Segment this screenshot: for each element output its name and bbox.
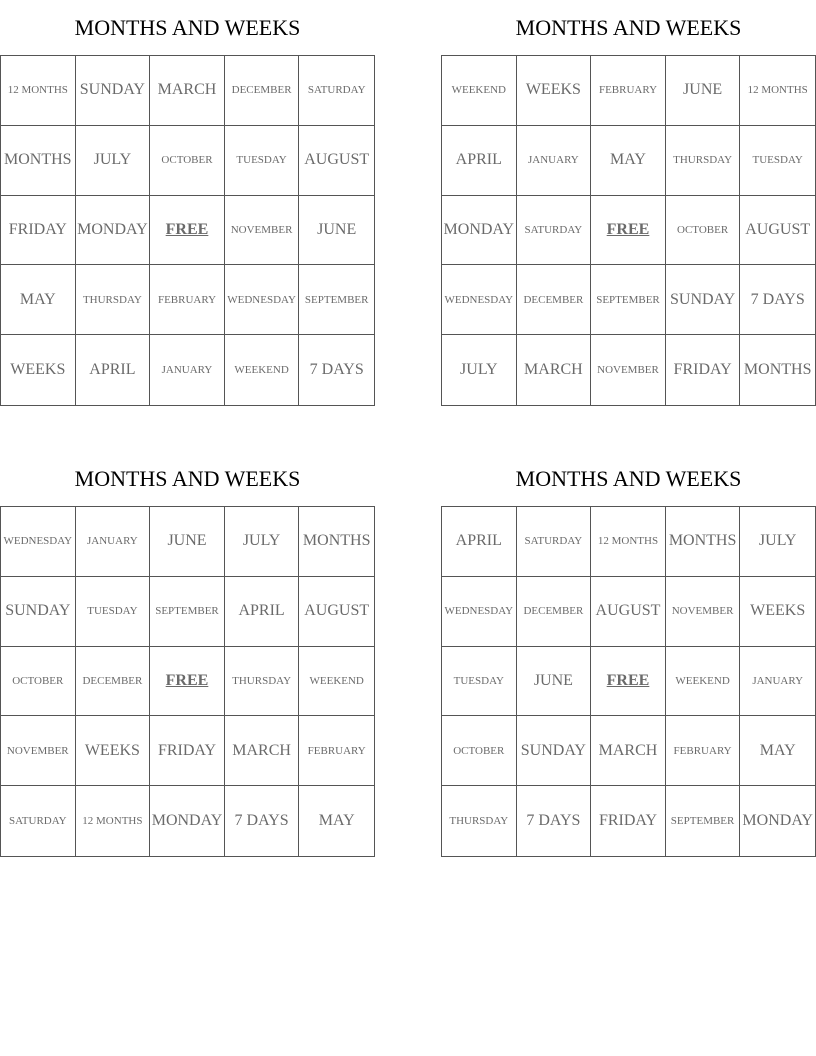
bingo-cell: FRIDAY	[666, 335, 741, 405]
bingo-cell: THURSDAY	[225, 647, 300, 717]
card-title: MONTHS AND WEEKS	[74, 466, 301, 491]
bingo-cell: MARCH	[225, 716, 300, 786]
bingo-cell: JULY	[442, 335, 517, 405]
bingo-cell: 7 DAYS	[309, 361, 364, 379]
bingo-cell: MARCH	[517, 335, 592, 405]
bingo-cell: 12 MONTHS	[591, 507, 666, 577]
bingo-cell: DECEMBER	[225, 56, 300, 126]
bingo-cell: TUESDAY	[442, 647, 517, 717]
bingo-cell: DECEMBER	[517, 577, 592, 647]
bingo-cell: 12 MONTHS	[740, 56, 815, 126]
bingo-cell: MONTHS	[743, 361, 812, 379]
bingo-cell: FEBRUARY	[591, 56, 666, 126]
bingo-cell: SATURDAY	[517, 196, 592, 266]
bingo-cell: FEBRUARY	[150, 265, 225, 335]
bingo-cell: JANUARY	[740, 647, 815, 717]
bingo-cell: THURSDAY	[76, 265, 151, 335]
bingo-cell: JUNE	[299, 196, 374, 266]
bingo-cell: 12 MONTHS	[1, 56, 76, 126]
bingo-cell: MAY	[318, 812, 355, 830]
bingo-cell: APRIL	[76, 335, 151, 405]
bingo-cell: JULY	[740, 507, 815, 577]
bingo-cell: THURSDAY	[442, 786, 517, 856]
bingo-cell: JULY	[76, 126, 151, 196]
bingo-cell: SEPTEMBER	[666, 786, 741, 856]
bingo-cell: FRIDAY	[591, 786, 666, 856]
bingo-cell: AUGUST	[591, 577, 666, 647]
bingo-cell: OCTOBER	[150, 126, 225, 196]
free-space-cell: FREE	[591, 196, 666, 266]
bingo-grid	[0, 55, 375, 406]
bingo-grid	[0, 506, 375, 857]
bingo-cell: SUNDAY	[1, 577, 76, 647]
bingo-cell: APRIL	[442, 126, 517, 196]
bingo-cell: JANUARY	[150, 335, 225, 405]
bingo-cell: NOVEMBER	[591, 335, 666, 405]
bingo-cell: WEEKEND	[299, 647, 374, 717]
bingo-cell: MONTHS	[1, 126, 76, 196]
bingo-cell: WEDNESDAY	[442, 265, 517, 335]
bingo-cell: JANUARY	[76, 507, 151, 577]
bingo-cell: SUNDAY	[76, 56, 151, 126]
bingo-cell: MAY	[1, 265, 76, 335]
bingo-cell: JULY	[225, 507, 300, 577]
bingo-cell: OCTOBER	[1, 647, 76, 717]
bingo-cell: JUNE	[150, 507, 225, 577]
bingo-cell: SEPTEMBER	[591, 265, 666, 335]
bingo-grid	[441, 506, 816, 857]
bingo-cell: 7 DAYS	[517, 786, 592, 856]
bingo-cell: AUGUST	[740, 196, 815, 266]
bingo-grid	[441, 55, 816, 406]
bingo-cell: APRIL	[225, 577, 300, 647]
bingo-cell: FEBRUARY	[666, 716, 741, 786]
bingo-cell: MAY	[740, 716, 815, 786]
bingo-cell: THURSDAY	[666, 126, 741, 196]
free-space-cell: FREE	[150, 647, 225, 717]
bingo-cell: MARCH	[591, 716, 666, 786]
bingo-cell: MONTHS	[299, 507, 374, 577]
bingo-cell: NOVEMBER	[225, 196, 300, 266]
bingo-cell: DECEMBER	[517, 265, 592, 335]
bingo-cell: SUNDAY	[666, 265, 741, 335]
bingo-cell: MONDAY	[442, 196, 517, 266]
bingo-cell: JUNE	[666, 56, 741, 126]
bingo-cell: FEBRUARY	[299, 716, 374, 786]
card-title: MONTHS AND WEEKS	[515, 15, 742, 40]
bingo-cell: SEPTEMBER	[299, 265, 374, 335]
bingo-cell: WEDNESDAY	[1, 507, 76, 577]
card-title: MONTHS AND WEEKS	[515, 466, 742, 491]
bingo-cell: 12 MONTHS	[76, 786, 151, 856]
bingo-cell: APRIL	[442, 507, 517, 577]
bingo-cell: FRIDAY	[150, 716, 225, 786]
bingo-cell: OCTOBER	[442, 716, 517, 786]
bingo-cell: SUNDAY	[517, 716, 592, 786]
bingo-cell: DECEMBER	[76, 647, 151, 717]
bingo-cell: AUGUST	[299, 577, 374, 647]
bingo-cell: NOVEMBER	[1, 716, 76, 786]
bingo-cell: SATURDAY	[299, 56, 374, 126]
bingo-cell: MONTHS	[666, 507, 741, 577]
card-title: MONTHS AND WEEKS	[74, 15, 301, 40]
bingo-cell: AUGUST	[299, 126, 374, 196]
bingo-cell: MONDAY	[76, 196, 151, 266]
bingo-cell: WEEKEND	[666, 647, 741, 717]
bingo-cell: 7 DAYS	[740, 265, 815, 335]
bingo-cell: NOVEMBER	[666, 577, 741, 647]
free-space-cell: FREE	[150, 196, 225, 266]
bingo-cell: SEPTEMBER	[150, 577, 225, 647]
bingo-cell: WEDNESDAY	[225, 265, 300, 335]
bingo-cell: WEEKS	[1, 335, 76, 405]
bingo-cell: MONDAY	[150, 786, 225, 856]
bingo-cell: WEEKEND	[442, 56, 517, 126]
bingo-cell: MAY	[591, 126, 666, 196]
free-space-cell: FREE	[591, 647, 666, 717]
bingo-cell: WEEKEND	[225, 335, 300, 405]
bingo-cell: 7 DAYS	[225, 786, 300, 856]
bingo-cell: MONDAY	[742, 812, 813, 830]
bingo-cell: SATURDAY	[517, 507, 592, 577]
bingo-cell: OCTOBER	[666, 196, 741, 266]
bingo-cell: FRIDAY	[1, 196, 76, 266]
bingo-cell: JUNE	[517, 647, 592, 717]
bingo-cell: TUESDAY	[740, 126, 815, 196]
bingo-cell: TUESDAY	[225, 126, 300, 196]
bingo-cell: JANUARY	[517, 126, 592, 196]
bingo-cell: WEEKS	[740, 577, 815, 647]
bingo-cell: SATURDAY	[1, 786, 76, 856]
bingo-cell: MARCH	[150, 56, 225, 126]
bingo-cell: WEEKS	[517, 56, 592, 126]
bingo-cell: TUESDAY	[76, 577, 151, 647]
bingo-cell: WEDNESDAY	[442, 577, 517, 647]
bingo-cell: WEEKS	[76, 716, 151, 786]
